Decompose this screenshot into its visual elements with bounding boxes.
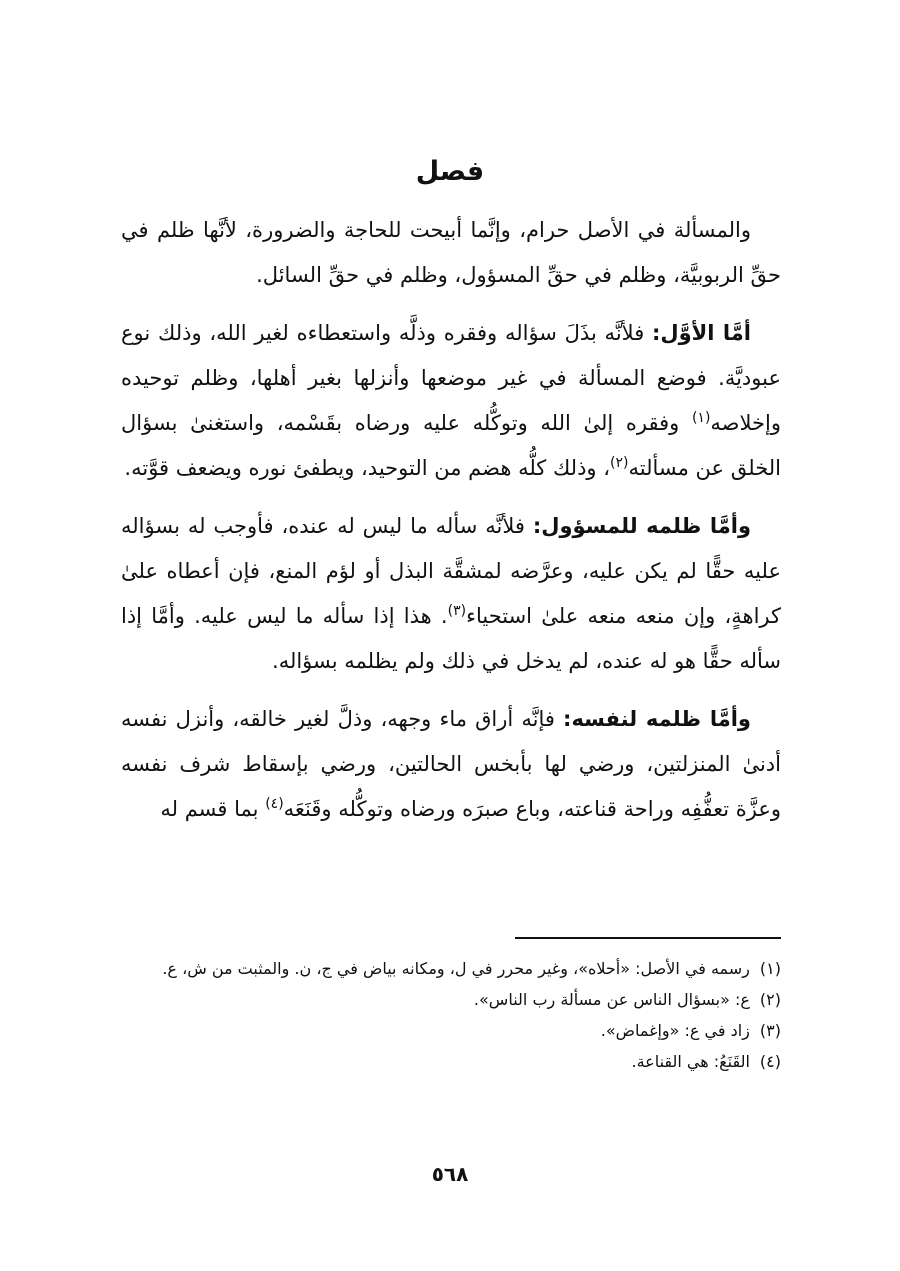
footnote-number: (٢) bbox=[759, 990, 781, 1009]
main-text bbox=[121, 208, 781, 845]
footnote-text: رسمه في الأصل: «أحلاه»، وغير محرر في ل، ومكانه بياض في ج، ن. والمثبت من ش، ع. bbox=[162, 959, 750, 978]
paragraph-first-point bbox=[121, 311, 781, 491]
paragraph-lead: وأمَّا ظلمه للمسؤول: bbox=[532, 514, 752, 538]
paragraph-lead: وأمَّا ظلمه لنفسه: bbox=[563, 707, 751, 731]
paragraph-intro bbox=[121, 208, 781, 298]
footnotes bbox=[121, 953, 781, 1077]
paragraph-text: وفقره إلىٰ الله وتوكُّله عليه ورضاه بقَسْمه، واستغنىٰ بسؤال الخلق عن مسألته bbox=[121, 411, 781, 480]
footnote-ref-1[interactable]: (١) bbox=[691, 410, 711, 426]
section-heading: فصل bbox=[415, 156, 485, 187]
footnote-number: (٤) bbox=[759, 1052, 781, 1071]
paragraph-self bbox=[121, 697, 781, 832]
footnote-item bbox=[121, 1046, 781, 1077]
footnote-text: القَنَعُ: هي القناعة. bbox=[631, 1052, 750, 1071]
paragraph-text: فلأنَّه بذَلَ سؤاله وفقره وذلَّه واستعطاءه لغير الله، وذلك نوع عبوديَّة. فوضع المسألة في غير موضعها وأنزلها بغير أهلها، وظلم توحيده وإخلاصه bbox=[121, 321, 781, 435]
footnote-text: زاد في ع: «وإغماض». bbox=[600, 1021, 750, 1040]
footnote-item bbox=[121, 984, 781, 1015]
paragraph-text: بما قسم له bbox=[160, 797, 266, 821]
footnote-number: (٣) bbox=[759, 1021, 781, 1040]
footnote-ref-2[interactable]: (٢) bbox=[610, 455, 629, 471]
paragraph-text: والمسألة في الأصل حرام، وإنَّما أبيحت للحاجة والضرورة، لأنَّها ظلم في حقِّ الربوبيَّة، وظلم في حقِّ المسؤول، وظلم في حقِّ السائل. bbox=[121, 218, 781, 287]
footnote-item bbox=[121, 953, 781, 984]
paragraph-text: فإنَّه أراق ماء وجهه، وذلَّ لغير خالقه، وأنزل نفسه أدنىٰ المنزلتين، ورضي لها بأبخس الحالتين، ورضي بإسقاط شرف نفسه وعزَّة تعفُّفِه وراحة قناعته، وباع صبرَه ورضاه وتوكُّله وقَنَعَه bbox=[121, 707, 781, 821]
paragraph-asked-party bbox=[121, 504, 781, 684]
footnote-number: (١) bbox=[759, 959, 781, 978]
paragraph-lead: أمَّا الأوَّل: bbox=[652, 321, 751, 345]
footnote-ref-3[interactable]: (٣) bbox=[447, 603, 467, 619]
page-number: ٥٦٨ bbox=[431, 1162, 469, 1186]
footnote-divider bbox=[515, 937, 781, 939]
paragraph-text: ، وذلك كلُّه هضم من التوحيد، ويطفئ نوره ويضعف قوَّته. bbox=[124, 456, 611, 480]
paragraph-text: . هذا إذا سأله ما ليس عليه. وأمَّا إذا سأله حقًّا هو له عنده، لم يدخل في ذلك ولم يظلمه بسؤاله. bbox=[121, 604, 781, 673]
paragraph-text: فلأنَّه سأله ما ليس له عنده، فأوجب له بسؤاله عليه حقًّا لم يكن عليه، وعرَّضه لمشقَّة البذل أو لؤم المنع، فإن أعطاه علىٰ كراهةٍ، وإن منعه منعه علىٰ استحياء bbox=[121, 514, 781, 628]
footnote-item bbox=[121, 1015, 781, 1046]
footnote-text: ع: «بسؤال الناس عن مسألة رب الناس». bbox=[473, 990, 750, 1009]
footnote-ref-4[interactable]: (٤) bbox=[265, 796, 284, 812]
